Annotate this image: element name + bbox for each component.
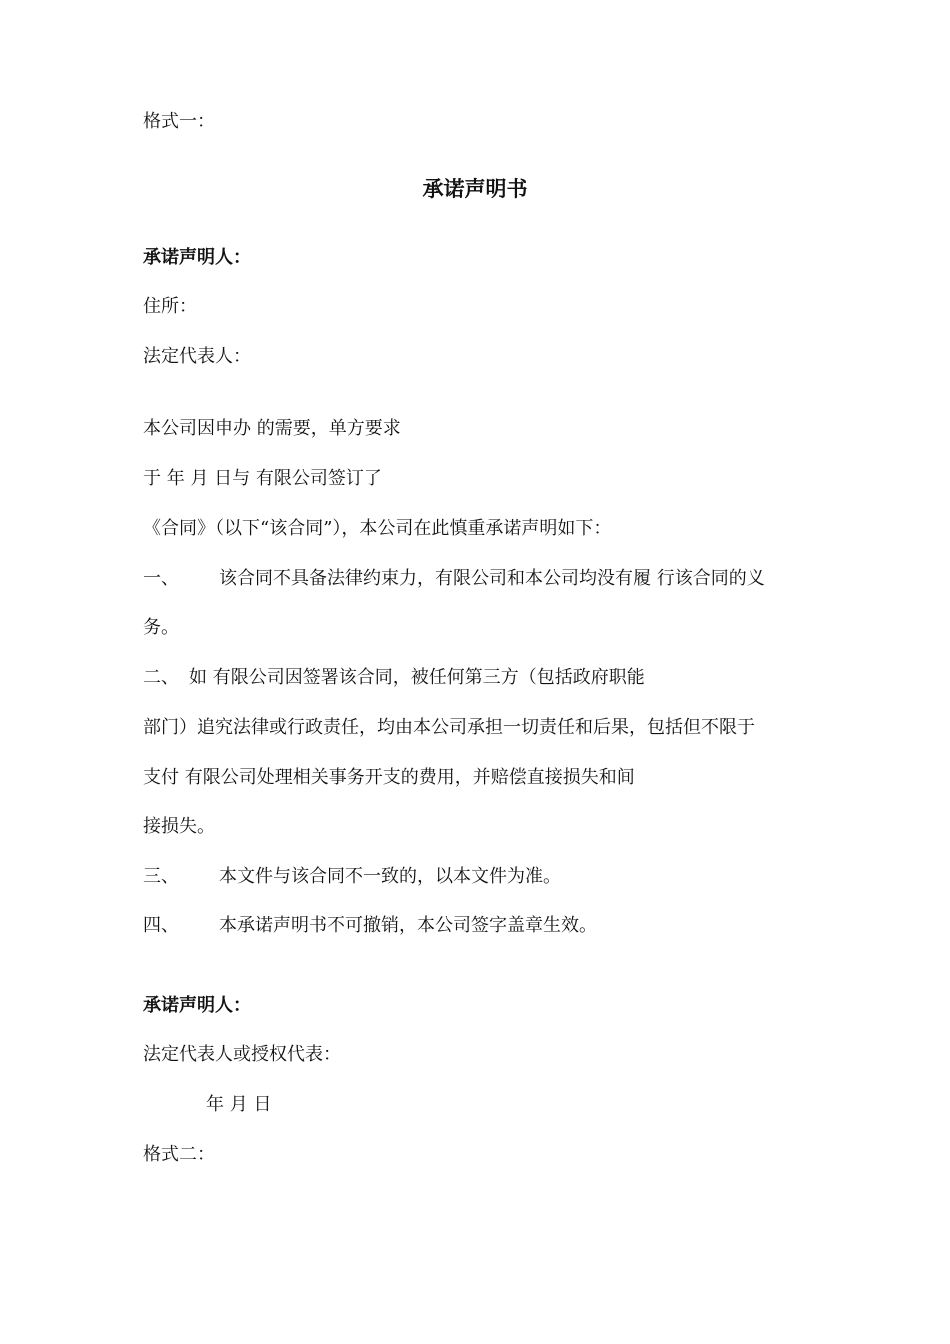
clause-2-line-4: 接损失。 xyxy=(143,816,215,837)
clause-2-line-2: 部门）追究法律或行政责任，均由本公司承担一切责任和后果，包括但不限于 xyxy=(143,717,755,738)
clause-number: 一、 xyxy=(143,568,179,589)
address-label: 住所： xyxy=(143,296,197,317)
intro-line-2: 于 年 月 日与 有限公司签订了 xyxy=(143,468,382,489)
clause-1-line-2: 务。 xyxy=(143,617,179,638)
clause-text: 本文件与该合同不一致的，以本文件为准。 xyxy=(219,866,561,887)
clause-1-line-1 xyxy=(143,567,765,591)
clause-number: 四、 xyxy=(143,915,179,936)
clause-number: 二、 xyxy=(143,667,179,688)
intro-line-3: 《合同》（以下“该合同”），本公司在此慎重承诺声明如下： xyxy=(143,518,612,539)
legal-rep-label: 法定代表人： xyxy=(143,346,251,367)
signature-rep-label: 法定代表人或授权代表： xyxy=(143,1044,341,1065)
format-one-label: 格式一： xyxy=(143,111,215,132)
intro-line-1: 本公司因申办 的需要，单方要求 xyxy=(143,418,401,439)
clause-2-line-3: 支付 有限公司处理相关事务开支的费用，并赔偿直接损失和间 xyxy=(143,767,635,788)
clause-text: 如 有限公司因签署该合同，被任何第三方（包括政府职能 xyxy=(189,667,645,688)
clause-2-line-1 xyxy=(143,666,645,690)
signature-date-line: 年 月 日 xyxy=(206,1094,272,1115)
clause-number: 三、 xyxy=(143,866,179,887)
clause-text: 该合同不具备法律约束力，有限公司和本公司均没有履 行该合同的义 xyxy=(219,568,765,589)
format-two-label: 格式二： xyxy=(143,1144,215,1165)
clause-text: 本承诺声明书不可撤销，本公司签字盖章生效。 xyxy=(219,915,597,936)
declarant-label: 承诺声明人： xyxy=(143,247,251,268)
document-title: 承诺声明书 xyxy=(422,177,528,201)
clause-4-line-1 xyxy=(143,914,597,938)
signature-declarant-label: 承诺声明人： xyxy=(143,995,251,1016)
clause-3-line-1 xyxy=(143,865,561,889)
